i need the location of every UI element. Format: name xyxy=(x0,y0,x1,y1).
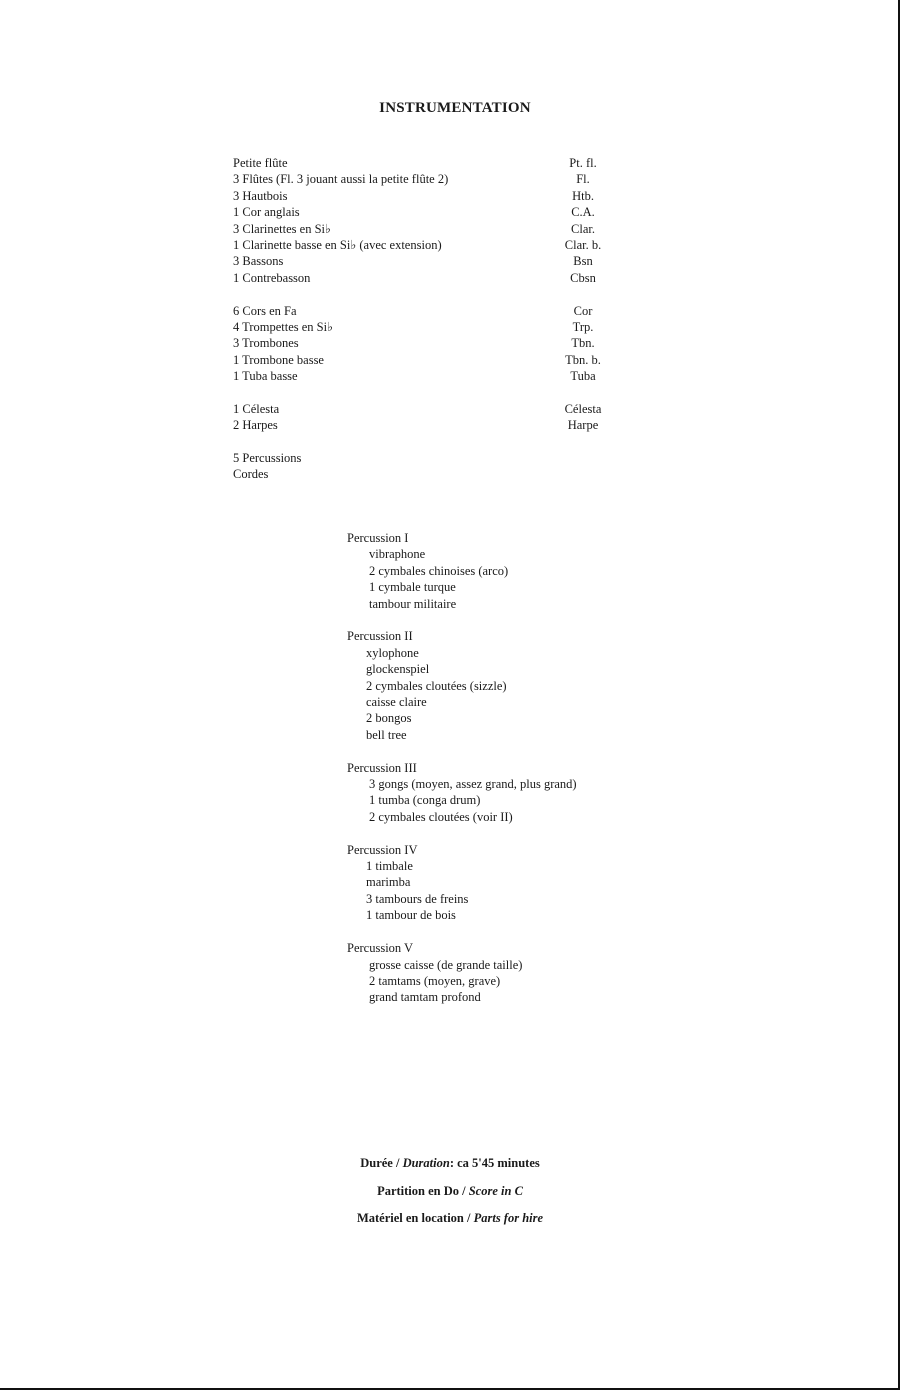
instrument-abbreviation: Clar. xyxy=(571,221,595,236)
percussion-item: 1 cymbale turque xyxy=(369,580,456,595)
instrument-row xyxy=(233,171,613,187)
instrument-name: 4 Trompettes en Si♭ xyxy=(233,319,334,334)
duration-label-fr: Durée / xyxy=(360,1156,403,1170)
instrument-row xyxy=(233,417,613,433)
footer-notes xyxy=(0,1155,900,1238)
percussion-heading: Percussion III xyxy=(347,760,417,775)
percussion-group xyxy=(347,842,647,924)
percussion-group xyxy=(347,628,647,743)
instrument-abbreviation: Tbn. b. xyxy=(565,352,601,367)
instrument-name: 1 Célesta xyxy=(233,401,280,416)
instrument-name: 5 Percussions xyxy=(233,451,302,466)
instrument-name: 2 Harpes xyxy=(233,418,278,433)
percussion-item: 2 bongos xyxy=(366,711,412,726)
percussion-item: tambour militaire xyxy=(369,596,457,611)
percussion-heading: Percussion V xyxy=(347,941,414,956)
instrument-abbreviation: Fl. xyxy=(576,172,590,187)
instrument-name: Petite flûte xyxy=(233,156,288,170)
page-title: INSTRUMENTATION xyxy=(379,100,531,116)
section-spacer xyxy=(233,384,613,400)
instrument-row xyxy=(233,237,613,253)
instrument-name: Cordes xyxy=(233,467,269,482)
instrument-name: 6 Cors en Fa xyxy=(233,303,297,318)
percussion-heading: Percussion I xyxy=(347,531,409,545)
instrument-name: 1 Tuba basse xyxy=(233,369,298,384)
instrument-row xyxy=(233,466,613,482)
percussion-item: 1 tambour de bois xyxy=(366,908,456,923)
percussion-heading: Percussion IV xyxy=(347,842,418,857)
parts-line xyxy=(0,1210,900,1238)
instrument-name: 1 Trombone basse xyxy=(233,352,324,367)
percussion-item: marimba xyxy=(366,875,411,890)
instrument-row xyxy=(233,335,613,351)
instrument-row xyxy=(233,188,613,204)
instrument-row xyxy=(233,352,613,368)
instrument-row xyxy=(233,253,613,269)
percussion-item: 3 tambours de freins xyxy=(366,891,469,906)
instrument-name: 3 Clarinettes en Si♭ xyxy=(233,221,331,236)
instrument-abbreviation: Cor xyxy=(573,303,593,318)
duration-label-en: Duration xyxy=(402,1156,450,1170)
parts-label-fr: Matériel en location / xyxy=(356,1211,474,1225)
instrument-name: 3 Trombones xyxy=(233,336,299,351)
percussion-item: 2 cymbales chinoises (arco) xyxy=(369,563,509,578)
instrument-name: 1 Contrebasson xyxy=(233,270,311,285)
percussion-item: bell tree xyxy=(366,727,407,742)
instrument-name: 1 Cor anglais xyxy=(233,205,300,220)
percussion-list xyxy=(347,530,647,1022)
instrument-abbreviation: Tuba xyxy=(570,369,596,384)
duration-value: : ca 5'45 minutes xyxy=(449,1156,540,1170)
instrument-name: 3 Flûtes (Fl. 3 jouant aussi la petite flûte 2) xyxy=(233,172,449,187)
instrument-abbreviation: Tbn. xyxy=(571,336,595,351)
score-line xyxy=(0,1183,900,1211)
parts-label-en: Parts for hire xyxy=(473,1211,544,1225)
percussion-item: grosse caisse (de grande taille) xyxy=(369,957,523,972)
percussion-item: grand tamtam profond xyxy=(369,990,481,1005)
instrument-abbreviation: C.A. xyxy=(571,205,595,220)
duration-line xyxy=(0,1155,900,1183)
instrument-abbreviation: Pt. fl. xyxy=(569,156,597,170)
instrument-row xyxy=(233,303,613,319)
instrument-abbreviation: Cbsn xyxy=(570,270,596,285)
percussion-item: 2 tamtams (moyen, grave) xyxy=(369,973,501,988)
instrument-row xyxy=(233,319,613,335)
percussion-item: 1 tumba (conga drum) xyxy=(369,793,481,808)
percussion-group xyxy=(347,530,647,612)
instrument-row xyxy=(233,401,613,417)
instrument-name: 3 Hautbois xyxy=(233,188,288,203)
percussion-item: vibraphone xyxy=(369,547,426,562)
instrument-abbreviation: Clar. b. xyxy=(564,237,602,252)
instrument-abbreviation: Harpe xyxy=(567,418,599,433)
instrument-row xyxy=(233,155,613,171)
section-spacer xyxy=(233,286,613,302)
percussion-group xyxy=(347,760,647,826)
score-label-en: Score in C xyxy=(468,1183,523,1198)
instrument-abbreviation: Htb. xyxy=(572,188,594,203)
percussion-item: xylophone xyxy=(366,645,419,660)
instrument-abbreviation: Célesta xyxy=(564,401,602,416)
score-label-fr: Partition en Do / xyxy=(377,1183,469,1198)
percussion-item: glockenspiel xyxy=(366,662,430,677)
percussion-item: 1 timbale xyxy=(366,859,413,874)
instrument-name: 1 Clarinette basse en Si♭ (avec extension) xyxy=(233,237,442,252)
instrument-abbreviation: Bsn xyxy=(573,254,593,269)
section-spacer xyxy=(233,434,613,450)
instrument-row xyxy=(233,204,613,220)
instrument-name: 3 Bassons xyxy=(233,254,284,269)
instrument-row xyxy=(233,270,613,286)
instrument-row xyxy=(233,221,613,237)
instrument-row xyxy=(233,368,613,384)
percussion-item: caisse claire xyxy=(366,695,427,710)
percussion-item: 2 cymbales cloutées (voir II) xyxy=(369,809,513,824)
instrument-row xyxy=(233,450,613,466)
percussion-item: 3 gongs (moyen, assez grand, plus grand) xyxy=(369,777,577,792)
instrument-abbreviation: Trp. xyxy=(572,319,594,334)
instrument-list xyxy=(233,155,613,483)
percussion-item: 2 cymbales cloutées (sizzle) xyxy=(366,678,507,693)
percussion-heading: Percussion II xyxy=(347,629,413,644)
percussion-group xyxy=(347,940,647,1006)
